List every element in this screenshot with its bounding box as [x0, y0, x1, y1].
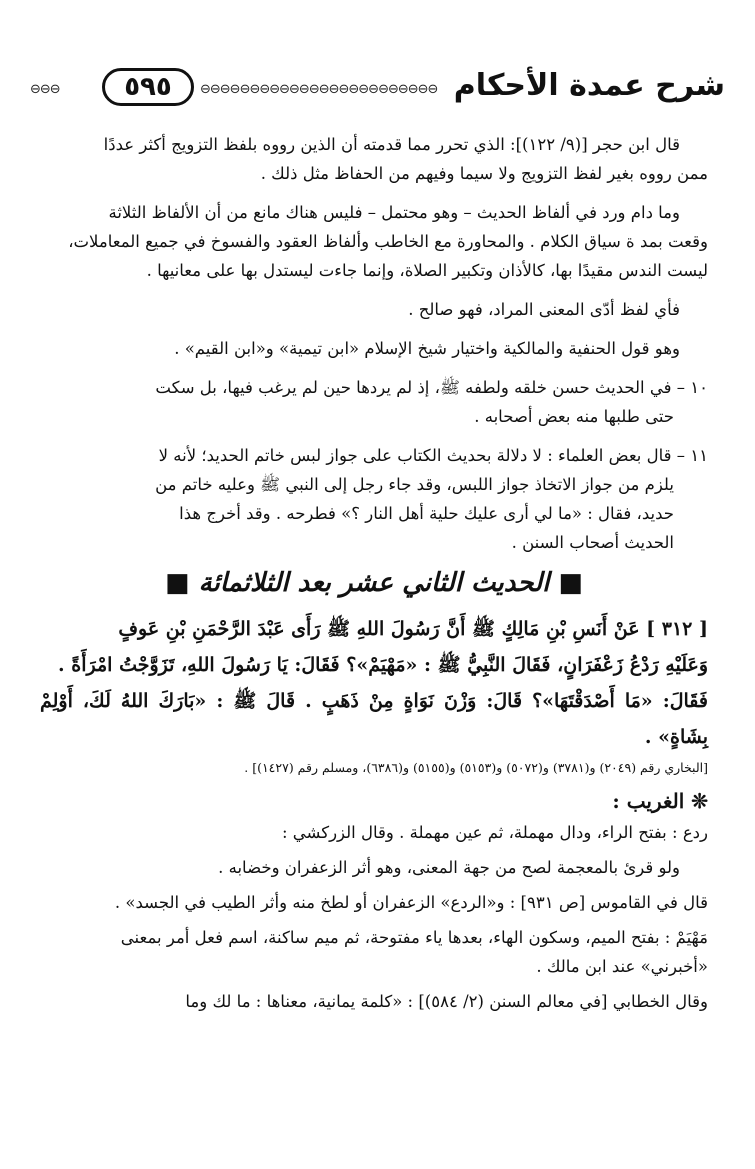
paragraph-line: الحديث أصحاب السنن .: [511, 533, 674, 552]
gharib-line: مَهْيَمْ : بفتح الميم، وسكون الهاء، بعدها ياء مفتوحة، ثم ميم ساكنة، اسم فعل أمر بمعنى: [120, 928, 708, 947]
gharib-line: وقال الخطابي [في معالم السنن (٢/ ٥٨٤)] : «كلمة يمانية، معناها : ما لك وما: [185, 992, 708, 1011]
section-title: ■ الحديث الثاني عشر بعد الثلاثمائة ■: [165, 568, 583, 598]
paragraph-line: وقعت بمد ة سياق الكلام . والمحاورة مع الخاطب وألفاظ العقود والفسوخ في جميع المعاملات،: [68, 232, 708, 251]
paragraph-line: قال ابن حجر [(٩/ ١٢٢)]: الذي تحرر مما قدمته أن الذين رووه بلفظ التزويج أكثر عددًا: [103, 135, 680, 154]
paragraph-line: حديد، فقال : «ما لي أرى عليك حلية أهل النار ؟» فطرحه . وقد أخرج هذا: [179, 504, 674, 523]
hadith-line: فَقَالَ: «مَا أَصْدَقْتَهَا»؟ قَالَ: وَزْنَ نَوَاةٍ مِنْ ذَهَبٍ . قَالَ ﷺ : «بَارَكَ اللهُ لَكَ، أَوْلِمْ بِشَاةٍ» .: [40, 690, 708, 748]
paragraph-line: وما دام ورد في ألفاظ الحديث – وهو محتمل – فليس هناك مانع من أن الألفاظ الثلاثة: [108, 203, 680, 222]
ornament-chain-middle: ⊖⊖⊖⊖⊖⊖⊖⊖⊖⊖⊖⊖⊖⊖⊖⊖⊖⊖⊖⊖⊖⊖⊖⊖: [200, 82, 438, 97]
numbered-point-10: ١٠ – في الحديث حسن خلقه ولطفه ﷺ، إذ لم يردها حين لم يرغب فيها، بل سكت: [155, 378, 708, 397]
hadith-line: وَعَلَيْهِ رَدْعُ زَعْفَرَانٍ، فَقَالَ النَّبِيُّ ﷺ : «مَهْيَمْ»؟ فَقَالَ: يَا رَسُولَ اللهِ، تَزَوَّجْتُ امْرَأَةً .: [58, 654, 708, 676]
paragraph-line: حتى طلبها منه بعض أصحابه .: [474, 407, 674, 426]
gharib-line: ولو قرئ بالمعجمة لصح من جهة المعنى، وهو أثر الزعفران وخضابه .: [218, 858, 680, 877]
gharib-line: قال في القاموس [ص ٩٣١] : و«الردع» الزعفران أو لطخ منه وأثر الطيب في الجسد» .: [114, 893, 708, 912]
gharib-line: «أخبرني» عند ابن مالك .: [536, 957, 708, 976]
ornament-chain-left: ⊖⊖⊖: [30, 82, 60, 97]
page-header: [30, 62, 725, 114]
book-title: شرح عمدة الأحكام: [453, 68, 725, 103]
paragraph-line: وهو قول الحنفية والمالكية واختيار شيخ الإسلام «ابن تيمية» و«ابن القيم» .: [174, 339, 680, 358]
subheading-gharib: ❊ الغريب :: [612, 789, 708, 813]
paragraph-line: فأي لفظ أدّى المعنى المراد، فهو صالح .: [408, 300, 680, 319]
paragraph-line: ليست الندس مقيدًا بها، كالأذان وتكبير الصلاة، وإنما جاءت ليستدل بها على معانيها .: [146, 261, 708, 280]
paragraph-line: ممن رووه بغير لفظ التزويج ولا سيما وفيهم من الحفاظ مثل ذلك .: [260, 164, 708, 183]
hadith-line: [ ٣١٢ ] عَنْ أَنَسِ بْنِ مَالِكٍ ﷺ أَنَّ رَسُولَ اللهِ ﷺ رَأَى عَبْدَ الرَّحْمَنِ بْنِ عَوفٍ: [118, 618, 708, 640]
hadith-source: [البخاري رقم (٢٠٤٩) و(٣٧٨١) و(٥٠٧٢) و(٥١٥٣) و(٥١٥٥) و(٦٣٨٦)، ومسلم رقم (١٤٢٧)] .: [244, 760, 708, 775]
page-number: ٥٩٥: [102, 68, 194, 106]
numbered-point-11: ١١ – قال بعض العلماء : لا دلالة بحديث الكتاب على جواز لبس خاتم الحديد؛ لأنه لا: [158, 446, 708, 465]
gharib-line: ردع : بفتح الراء، ودال مهملة، ثم عين مهملة . وقال الزركشي :: [281, 823, 708, 842]
page-body: [40, 130, 708, 1016]
paragraph-line: يلزم من جواز الاتخاذ جواز اللبس، وقد جاء رجل إلى النبي ﷺ وعليه خاتم من: [155, 475, 674, 494]
